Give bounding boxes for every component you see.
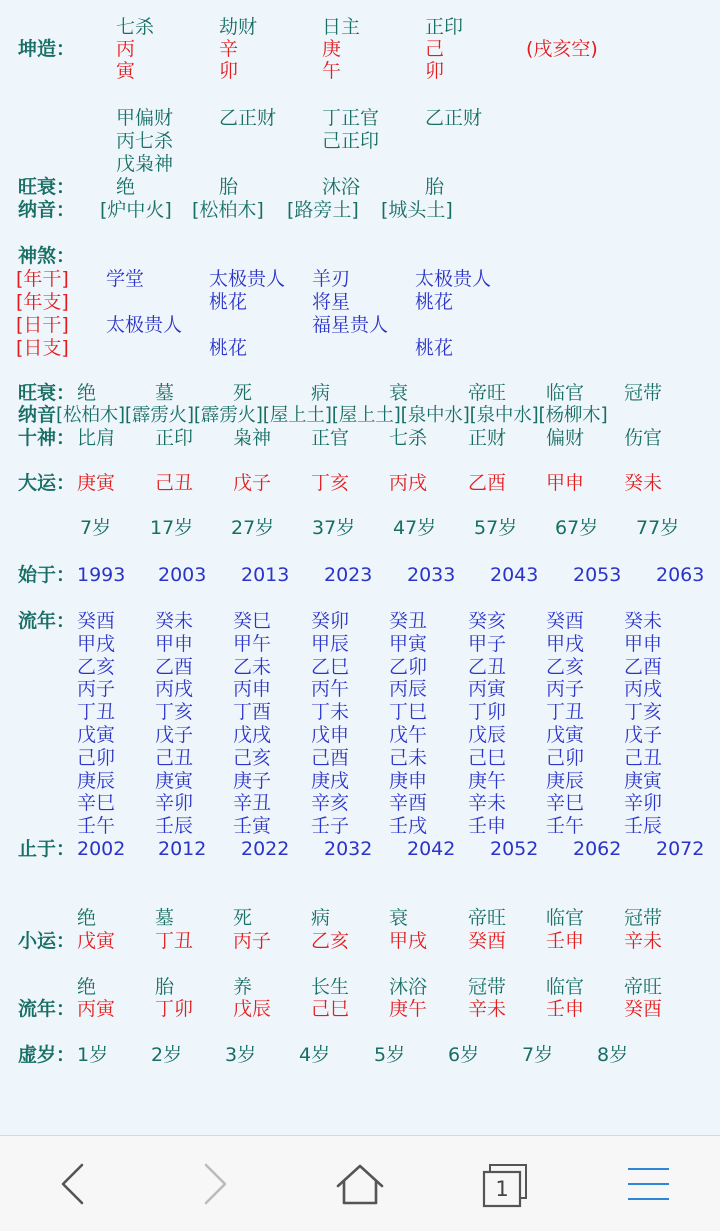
xusui-label: 虚岁： xyxy=(18,1044,76,1066)
dayun-shishen-cell: 七杀 xyxy=(389,427,428,449)
xiaoyun-pillar-cell: 癸酉 xyxy=(468,930,507,952)
liunian-cell: 庚戌 xyxy=(311,769,350,792)
ten-god-day: 日主 xyxy=(322,16,361,38)
liunian2-wangshuai-cell: 帝旺 xyxy=(624,976,663,998)
liunian-cell: 丙申 xyxy=(233,678,272,701)
liunian-cell: 乙酉 xyxy=(624,655,663,678)
liunian-cell: 壬寅 xyxy=(233,815,272,838)
liunian-cell: 壬申 xyxy=(468,815,507,838)
menu-button[interactable] xyxy=(598,1136,698,1231)
liunian-cell: 丁丑 xyxy=(77,701,116,724)
liunian-cell: 辛酉 xyxy=(389,792,428,815)
liunian-cell: 丁未 xyxy=(311,701,350,724)
liunian-cell: 戊寅 xyxy=(77,724,116,746)
dayun-age-cell: 27岁 xyxy=(231,517,275,539)
stem-hour: 己 xyxy=(425,38,445,60)
liunian-cell: 丙午 xyxy=(311,678,350,701)
branch-day: 午 xyxy=(322,60,342,82)
xiaoyun-pillar-cell: 甲戌 xyxy=(389,930,428,952)
start-year-cell: 2033 xyxy=(407,564,456,586)
dayun-pillar-cell: 丙戌 xyxy=(389,472,428,494)
back-icon xyxy=(30,1136,130,1231)
liunian-cell: 丁亥 xyxy=(624,701,663,724)
liunian2-pillar-cell: 戊辰 xyxy=(233,998,272,1020)
dayun-pillar-cell: 癸未 xyxy=(624,472,663,494)
start-year-cell: 2063 xyxy=(656,564,705,586)
liunian2-pillar-cell: 庚午 xyxy=(389,998,428,1020)
xiaoyun-wangshuai-cell: 死 xyxy=(233,907,253,929)
shensha-cell: 学堂 xyxy=(106,268,145,290)
dayun-wangshuai-cell: 临官 xyxy=(546,382,585,404)
hidden-year-2: 丙七杀 xyxy=(116,130,174,152)
xiaoyun-wangshuai-cell: 病 xyxy=(311,907,331,929)
liunian-cell: 辛未 xyxy=(468,792,507,815)
liunian-cell: 丁丑 xyxy=(546,701,585,724)
liunian-cell: 己巳 xyxy=(468,746,507,769)
nayin-year: [炉中火] xyxy=(100,199,172,221)
liunian2-pillar-cell: 壬申 xyxy=(546,998,585,1020)
branch-year: 寅 xyxy=(116,60,136,82)
start-year-cell: 2003 xyxy=(158,564,207,586)
shensha-cell: 桃花 xyxy=(209,291,248,313)
liunian-cell: 己亥 xyxy=(233,746,272,769)
shensha-cell: 羊刃 xyxy=(312,268,351,290)
liunian2-wangshuai-cell: 冠带 xyxy=(468,976,507,998)
xiaoyun-pillar-cell: 辛未 xyxy=(624,930,663,952)
ten-god-month: 劫财 xyxy=(219,16,258,38)
forward-icon xyxy=(170,1136,270,1231)
liunian-cell: 壬戌 xyxy=(389,815,428,838)
dayun-age-cell: 47岁 xyxy=(393,517,437,539)
end-year-cell: 2042 xyxy=(407,838,456,860)
hidden-year-1: 甲偏财 xyxy=(116,107,174,129)
liunian-cell: 甲寅 xyxy=(389,632,428,655)
shensha-cell: 太极贵人 xyxy=(209,268,286,290)
liunian-cell: 甲午 xyxy=(233,632,272,655)
liunian-cell: 丁巳 xyxy=(389,701,428,724)
liunian-cell: 壬子 xyxy=(311,815,350,838)
liunian-cell: 壬午 xyxy=(546,815,585,838)
dayun-age-cell: 7岁 xyxy=(80,517,112,539)
liunian-cell: 乙未 xyxy=(233,655,272,678)
end-year-cell: 2022 xyxy=(241,838,290,860)
liunian-cell: 甲子 xyxy=(468,632,507,655)
liunian-cell: 戊子 xyxy=(624,724,663,746)
liunian2-wangshuai-cell: 养 xyxy=(233,976,253,998)
liunian-cell: 壬辰 xyxy=(624,815,663,838)
xusui-age-cell: 7岁 xyxy=(522,1044,554,1066)
stem-month: 辛 xyxy=(219,38,239,60)
xiaoyun-label: 小运： xyxy=(18,930,76,952)
shensha-cell: 福星贵人 xyxy=(312,314,389,336)
nayin-month: [松柏木] xyxy=(192,199,264,221)
shensha-cell: 桃花 xyxy=(209,337,248,359)
liunian-cell: 庚寅 xyxy=(155,769,194,792)
hidden-year-3: 戊枭神 xyxy=(116,153,174,175)
shensha-row-label: [日干] xyxy=(16,314,69,336)
xiaoyun-pillar-cell: 壬申 xyxy=(546,930,585,952)
kong-wang: (戌亥空) xyxy=(526,38,598,60)
liunian-cell: 庚申 xyxy=(389,769,428,792)
liunian-cell: 丙戌 xyxy=(624,678,663,701)
liunian-cell: 丁酉 xyxy=(233,701,272,724)
liunian-cell: 乙酉 xyxy=(155,655,194,678)
dayun-pillar-cell: 丁亥 xyxy=(311,472,350,494)
liunian-cell: 乙卯 xyxy=(389,655,428,678)
xiaoyun-wangshuai-cell: 衰 xyxy=(389,907,409,929)
xusui-age-cell: 3岁 xyxy=(225,1044,257,1066)
liunian-cell: 庚子 xyxy=(233,769,272,792)
liunian-cell: 壬午 xyxy=(77,815,116,838)
shensha-row-label: [年干] xyxy=(16,268,69,290)
dayun-age-cell: 67岁 xyxy=(555,517,599,539)
stem-day: 庚 xyxy=(322,38,342,60)
branch-hour: 卯 xyxy=(425,60,445,82)
liunian-cell: 甲申 xyxy=(624,632,663,655)
liunian-cell: 己卯 xyxy=(77,746,116,769)
liunian-cell: 辛卯 xyxy=(624,792,663,815)
liunian-cell: 丙辰 xyxy=(389,678,428,701)
start-year-cell: 2053 xyxy=(573,564,622,586)
dayun-shishen-cell: 比肩 xyxy=(77,427,116,449)
liunian2-pillar-cell: 癸酉 xyxy=(624,998,663,1020)
nayin-label: 纳音： xyxy=(18,199,76,221)
liunian-cell: 戊申 xyxy=(311,724,350,746)
dayun-nayin-label: 纳音 xyxy=(18,404,57,426)
liunian-cell: 丙戌 xyxy=(155,678,194,701)
menu-icon xyxy=(598,1136,698,1231)
liunian-cell: 癸巳 xyxy=(233,610,272,632)
liunian-cell: 甲戌 xyxy=(546,632,585,655)
liunian-cell: 己未 xyxy=(389,746,428,769)
liunian-cell: 戊辰 xyxy=(468,724,507,746)
liunian-cell: 庚午 xyxy=(468,769,507,792)
end-year-cell: 2012 xyxy=(158,838,207,860)
liunian-cell: 乙亥 xyxy=(546,655,585,678)
liunian-cell: 戊午 xyxy=(389,724,428,746)
xiaoyun-wangshuai-cell: 临官 xyxy=(546,907,585,929)
liunian-cell: 己丑 xyxy=(155,746,194,769)
end-year-cell: 2052 xyxy=(490,838,539,860)
dayun-shishen-cell: 正官 xyxy=(311,427,350,449)
dayun-pillar-cell: 戊子 xyxy=(233,472,272,494)
wangshuai-day: 沐浴 xyxy=(322,176,361,198)
hidden-day-2: 己正印 xyxy=(322,130,380,152)
dayun-shishen-cell: 正印 xyxy=(155,427,194,449)
dayun-wangshuai-cell: 病 xyxy=(311,382,331,404)
start-year-cell: 2013 xyxy=(241,564,290,586)
end-year-cell: 2072 xyxy=(656,838,705,860)
dayun-age-cell: 17岁 xyxy=(150,517,194,539)
tabs-button[interactable] xyxy=(450,1136,550,1231)
liunian-cell: 己卯 xyxy=(546,746,585,769)
ten-god-year: 七杀 xyxy=(116,16,155,38)
xiaoyun-pillar-cell: 戊寅 xyxy=(77,930,116,952)
shensha-cell: 太极贵人 xyxy=(106,314,183,336)
liunian2-pillar-cell: 丙寅 xyxy=(77,998,116,1020)
liunian-cell: 乙亥 xyxy=(77,655,116,678)
shensha-cell: 太极贵人 xyxy=(415,268,492,290)
browser-bottom-bar xyxy=(0,1135,720,1231)
start-year-cell: 2023 xyxy=(324,564,373,586)
shensha-row-label: [日支] xyxy=(16,337,69,359)
liunian-cell: 庚辰 xyxy=(546,769,585,792)
dayun-label: 大运： xyxy=(18,472,76,494)
liunian-cell: 癸酉 xyxy=(546,610,585,632)
wangshuai-year: 绝 xyxy=(116,176,136,198)
liunian2-pillar-cell: 己巳 xyxy=(311,998,350,1020)
dayun-wangshuai-label: 旺衰： xyxy=(18,382,76,404)
end-year-cell: 2062 xyxy=(573,838,622,860)
xiaoyun-pillar-cell: 乙亥 xyxy=(311,930,350,952)
liunian-cell: 丁卯 xyxy=(468,701,507,724)
shensha-cell: 将星 xyxy=(312,291,351,313)
hidden-hour-1: 乙正财 xyxy=(425,107,483,129)
liunian-cell: 丁亥 xyxy=(155,701,194,724)
xusui-age-cell: 4岁 xyxy=(299,1044,331,1066)
liunian2-pillar-cell: 丁卯 xyxy=(155,998,194,1020)
liunian-cell: 癸酉 xyxy=(77,610,116,632)
liunian-cell: 甲戌 xyxy=(77,632,116,655)
end-year-cell: 2032 xyxy=(324,838,373,860)
xiaoyun-wangshuai-cell: 绝 xyxy=(77,907,97,929)
liunian-cell: 庚寅 xyxy=(624,769,663,792)
liunian-cell: 辛卯 xyxy=(155,792,194,815)
shensha-row-label: [年支] xyxy=(16,291,69,313)
liunian-cell: 辛巳 xyxy=(546,792,585,815)
nayin-day: [路旁土] xyxy=(287,199,359,221)
dayun-pillar-cell: 乙酉 xyxy=(468,472,507,494)
kun-label: 坤造： xyxy=(18,38,76,60)
liunian2-wangshuai-cell: 绝 xyxy=(77,976,97,998)
start-year-cell: 1993 xyxy=(77,564,126,586)
liunian-cell: 辛巳 xyxy=(77,792,116,815)
liunian-cell: 戊寅 xyxy=(546,724,585,746)
liunian-cell: 乙丑 xyxy=(468,655,507,678)
liunian-cell: 甲申 xyxy=(155,632,194,655)
liunian-cell: 乙巳 xyxy=(311,655,350,678)
xiaoyun-wangshuai-cell: 墓 xyxy=(155,907,175,929)
dayun-shishen-cell: 偏财 xyxy=(546,427,585,449)
dayun-pillar-cell: 甲申 xyxy=(546,472,585,494)
start-label: 始于： xyxy=(18,564,76,586)
home-icon xyxy=(310,1136,410,1231)
shensha-cell: 桃花 xyxy=(415,337,454,359)
dayun-nayin-row: [松柏木][霹雳火][霹雳火][屋上土][屋上土][泉中水][泉中水][杨柳木] xyxy=(56,405,608,426)
xiaoyun-wangshuai-cell: 帝旺 xyxy=(468,907,507,929)
dayun-wangshuai-cell: 衰 xyxy=(389,382,409,404)
xusui-age-cell: 1岁 xyxy=(77,1044,109,1066)
dayun-shishen-cell: 正财 xyxy=(468,427,507,449)
liunian2-wangshuai-cell: 胎 xyxy=(155,976,175,998)
forward-button[interactable] xyxy=(170,1136,270,1231)
liunian-cell: 癸亥 xyxy=(468,610,507,632)
dayun-wangshuai-cell: 墓 xyxy=(155,382,175,404)
dayun-shishen-cell: 枭神 xyxy=(233,427,272,449)
dayun-pillar-cell: 己丑 xyxy=(155,472,194,494)
hidden-day-1: 丁正官 xyxy=(322,107,380,129)
liunian-cell: 己丑 xyxy=(624,746,663,769)
liunian2-label: 流年： xyxy=(18,998,76,1020)
liunian-cell: 戊戌 xyxy=(233,724,272,746)
liunian2-pillar-cell: 辛未 xyxy=(468,998,507,1020)
shensha-title: 神煞： xyxy=(18,245,76,267)
branch-month: 卯 xyxy=(219,60,239,82)
liunian-cell: 壬辰 xyxy=(155,815,194,838)
dayun-shishen-cell: 伤官 xyxy=(624,427,663,449)
dayun-age-cell: 77岁 xyxy=(636,517,680,539)
dayun-wangshuai-cell: 冠带 xyxy=(624,382,663,404)
ten-god-hour: 正印 xyxy=(425,16,464,38)
dayun-shishen-label: 十神： xyxy=(18,427,76,449)
hidden-month-1: 乙正财 xyxy=(219,107,277,129)
stem-year: 丙 xyxy=(116,38,136,60)
liunian-cell: 戊子 xyxy=(155,724,194,746)
dayun-age-cell: 37岁 xyxy=(312,517,356,539)
dayun-pillar-cell: 庚寅 xyxy=(77,472,116,494)
liunian-cell: 辛丑 xyxy=(233,792,272,815)
liunian-cell: 丙子 xyxy=(546,678,585,701)
liunian2-wangshuai-cell: 长生 xyxy=(311,976,350,998)
xiaoyun-wangshuai-cell: 冠带 xyxy=(624,907,663,929)
dayun-wangshuai-cell: 死 xyxy=(233,382,253,404)
liunian-label: 流年： xyxy=(18,610,76,632)
liunian-cell: 庚辰 xyxy=(77,769,116,792)
liunian-cell: 癸未 xyxy=(624,610,663,632)
dayun-wangshuai-cell: 绝 xyxy=(77,382,97,404)
xusui-age-cell: 6岁 xyxy=(448,1044,480,1066)
liunian-cell: 甲辰 xyxy=(311,632,350,655)
liunian-cell: 癸未 xyxy=(155,610,194,632)
tabs-count: 1 xyxy=(495,1177,509,1201)
liunian2-wangshuai-cell: 沐浴 xyxy=(389,976,428,998)
shensha-cell: 桃花 xyxy=(415,291,454,313)
xusui-age-cell: 5岁 xyxy=(374,1044,406,1066)
dayun-age-cell: 57岁 xyxy=(474,517,518,539)
liunian-cell: 己酉 xyxy=(311,746,350,769)
liunian-cell: 癸丑 xyxy=(389,610,428,632)
xiaoyun-pillar-cell: 丙子 xyxy=(233,930,272,952)
start-year-cell: 2043 xyxy=(490,564,539,586)
home-button[interactable] xyxy=(310,1136,410,1231)
xiaoyun-pillar-cell: 丁丑 xyxy=(155,930,194,952)
back-button[interactable] xyxy=(30,1136,130,1231)
end-year-cell: 2002 xyxy=(77,838,126,860)
wangshuai-label: 旺衰： xyxy=(18,176,76,198)
liunian-cell: 丙子 xyxy=(77,678,116,701)
end-label: 止于： xyxy=(18,838,76,860)
wangshuai-hour: 胎 xyxy=(425,176,445,198)
liunian-cell: 癸卯 xyxy=(311,610,350,632)
dayun-wangshuai-cell: 帝旺 xyxy=(468,382,507,404)
wangshuai-month: 胎 xyxy=(219,176,239,198)
liunian2-wangshuai-cell: 临官 xyxy=(546,976,585,998)
nayin-hour: [城头土] xyxy=(381,199,453,221)
liunian-cell: 丙寅 xyxy=(468,678,507,701)
liunian-cell: 辛亥 xyxy=(311,792,350,815)
xusui-age-cell: 8岁 xyxy=(597,1044,629,1066)
xusui-age-cell: 2岁 xyxy=(151,1044,183,1066)
